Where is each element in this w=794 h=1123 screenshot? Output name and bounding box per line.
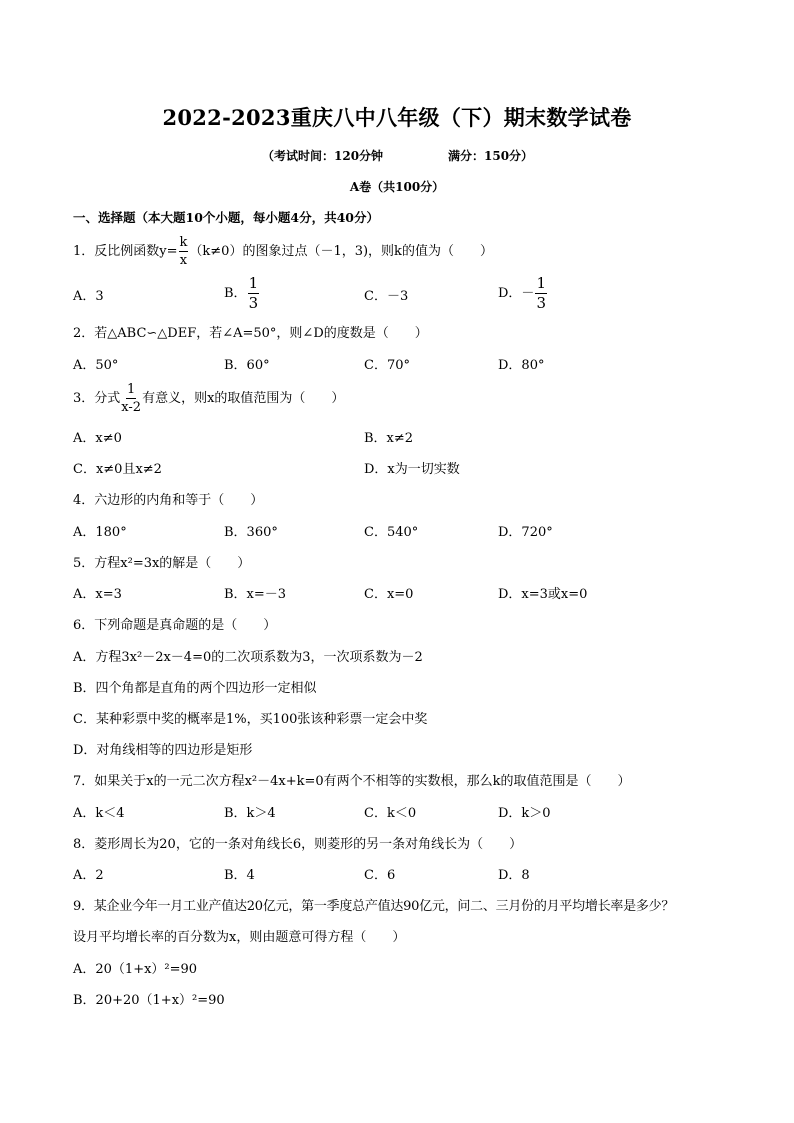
q1-stem-start: 1．反比例函数y=	[73, 244, 178, 259]
question-4: 4．六边形的内角和等于（ ）	[73, 493, 264, 508]
fraction-denominator: 3	[536, 294, 546, 312]
q1-option-d	[498, 276, 548, 311]
question-5: 5．方程x²=3x的解是（ ）	[73, 556, 251, 571]
q2-option-c: C．70°	[364, 358, 410, 373]
exam-time: （考试时间：120分钟	[262, 149, 384, 163]
question-9-line-2: 设月平均增长率的百分数为x，则由题意可得方程（ ）	[73, 930, 406, 945]
fraction-one-third	[248, 276, 260, 311]
q5-option-b: B．x=－3	[224, 587, 287, 602]
section-heading: 一、选择题（本大题10个小题，每小题4分，共40分）	[73, 210, 379, 225]
q5-option-c: C．x=0	[364, 587, 414, 602]
fraction-numerator: 1	[127, 382, 136, 397]
option-label: D．－	[498, 286, 535, 301]
q7-option-c: C．k＜0	[364, 806, 417, 821]
q7-option-d: D．k＞0	[498, 806, 551, 821]
q3-option-b: B．x≠2	[364, 431, 414, 446]
q8-option-b: B．4	[224, 868, 255, 883]
q2-option-b: B．60°	[224, 358, 270, 373]
q9-option-a: A．20（1+x）²=90	[73, 962, 198, 977]
question-6: 6．下列命题是真命题的是（ ）	[73, 618, 277, 633]
part-heading: A卷（共100分）	[349, 180, 445, 194]
question-2: 2．若△ABC∽△DEF，若∠A=50°，则∠D的度数是（ ）	[73, 326, 428, 341]
q1-option-a: A．3	[73, 289, 104, 304]
fraction-one-over-x-minus-2	[121, 383, 141, 414]
question-3	[73, 383, 344, 414]
q5-option-d: D．x=3或x=0	[498, 587, 588, 602]
question-7: 7．如果关于x的一元二次方程x²－4x+k=0有两个不相等的实数根，那么k的取值范围是（ ）	[73, 774, 631, 789]
q5-option-a: A．x=3	[73, 587, 122, 602]
q3-stem-end: 有意义，则x的取值范围为（ ）	[142, 391, 345, 406]
q9-option-b: B．20+20（1+x）²=90	[73, 993, 225, 1008]
q4-option-b: B．360°	[224, 525, 278, 540]
q3-option-a: A．x≠0	[73, 431, 122, 446]
fraction-numerator: k	[179, 235, 188, 250]
fraction-numerator: 1	[248, 274, 259, 292]
page-title: 2022-2023重庆八中八年级（下）期末数学试卷	[162, 105, 632, 130]
q3-option-c: C．x≠0且x≠2	[73, 462, 162, 477]
q4-option-c: C．540°	[364, 525, 419, 540]
full-score: 满分：150分）	[448, 149, 534, 163]
q7-option-b: B．k＞4	[224, 806, 276, 821]
q6-option-c: C．某种彩票中奖的概率是1%，买100张该种彩票一定会中奖	[73, 712, 428, 727]
fraction-denominator: x-2	[121, 400, 142, 415]
q1-option-b	[224, 276, 260, 311]
q6-option-b: B．四个角都是直角的两个四边形一定相似	[73, 681, 317, 696]
q3-option-d: D．x为一切实数	[364, 462, 460, 477]
q1-option-c: C．－3	[364, 289, 409, 304]
q2-option-d: D．80°	[498, 358, 545, 373]
question-9-line-1: 9．某企业今年一月工业产值达20亿元，第一季度总产值达90亿元，问二、三月份的月平均增长率是多少？	[73, 899, 675, 914]
q3-stem-start: 3．分式	[73, 391, 121, 406]
q4-option-d: D．720°	[498, 525, 553, 540]
fraction-denominator: 3	[248, 294, 259, 312]
fraction-denominator: x	[179, 253, 188, 268]
question-1	[73, 236, 493, 267]
question-8: 8．菱形周长为20，它的一条对角线长6，则菱形的另一条对角线长为（ ）	[73, 837, 523, 852]
q8-option-c: C．6	[364, 868, 396, 883]
q8-option-d: D．8	[498, 868, 530, 883]
q6-option-d: D．对角线相等的四边形是矩形	[73, 743, 253, 758]
q1-stem-end: （k≠0）的图象过点（－1，3)，则k的值为（ ）	[189, 244, 493, 259]
q6-option-a: A．方程3x²－2x－4=0的二次项系数为3，一次项系数为－2	[73, 650, 423, 665]
q7-option-a: A．k＜4	[73, 806, 125, 821]
q4-option-a: A．180°	[73, 525, 127, 540]
fraction-k-over-x	[179, 236, 189, 267]
option-label: B．	[224, 286, 247, 301]
q8-option-a: A．2	[73, 868, 104, 883]
q2-option-a: A．50°	[73, 358, 119, 373]
fraction-numerator: 1	[536, 274, 546, 292]
fraction-one-third	[535, 276, 547, 311]
